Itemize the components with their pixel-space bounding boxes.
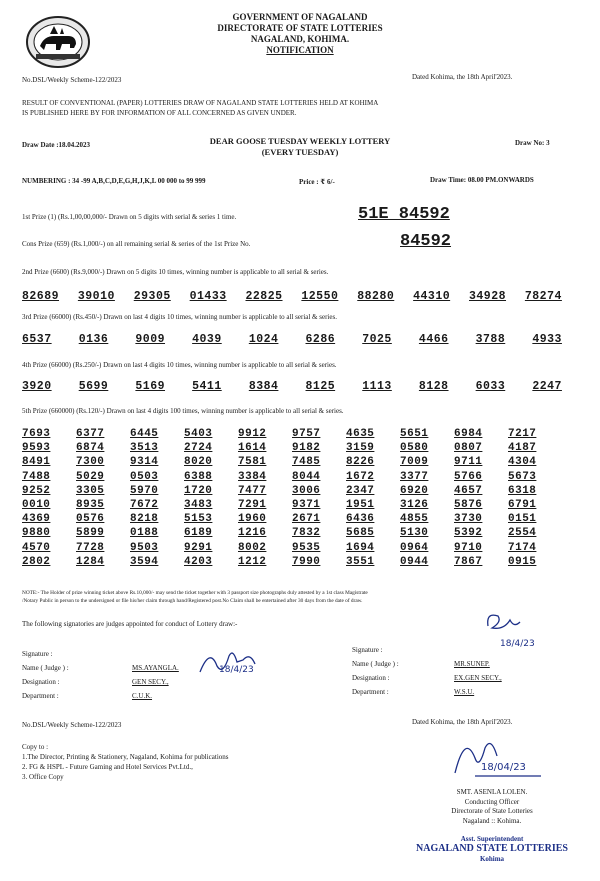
prize-number: 88280 bbox=[357, 290, 395, 303]
prize-number: 7693 bbox=[22, 428, 51, 440]
cons-prize-label: Cons Prize (659) (Rs.1,000/-) on all remaining serial & series of the 1st Prize No. bbox=[22, 240, 251, 248]
prize-number: 6318 bbox=[508, 484, 537, 497]
prize-number: 1216 bbox=[238, 527, 267, 540]
prize-number: 8002 bbox=[238, 541, 267, 554]
prize-number: 5970 bbox=[130, 484, 159, 497]
prize-number: 1212 bbox=[238, 555, 267, 568]
prize-number: 7990 bbox=[292, 555, 321, 568]
prize-number: 9182 bbox=[292, 442, 321, 455]
prize-number: 6984 bbox=[454, 428, 483, 440]
third-prize-label: 3rd Prize (66000) (Rs.450/-) Drawn on last 4 digits 10 times, winning number is applicable to all serial & series. bbox=[22, 313, 337, 321]
header-notification: NOTIFICATION bbox=[266, 45, 334, 55]
prize-number: 6874 bbox=[76, 442, 105, 455]
prize-number: 8125 bbox=[305, 380, 336, 393]
prize-number: 1024 bbox=[248, 333, 279, 346]
signature-label: Signature : bbox=[22, 650, 53, 658]
designation-label: Designation : bbox=[352, 674, 390, 682]
prize-number: 7672 bbox=[130, 498, 159, 511]
lottery-name: DEAR GOOSE TUESDAY WEEKLY LOTTERY bbox=[209, 136, 391, 146]
fourth-prize-numbers bbox=[22, 380, 562, 393]
prize-number: 3006 bbox=[292, 484, 321, 497]
draw-date: Draw Date :18.04.2023 bbox=[22, 141, 91, 149]
prize-number: 5169 bbox=[135, 380, 166, 393]
officer-title: Conducting Officer bbox=[464, 797, 520, 806]
name-label: Name ( Judge ) : bbox=[352, 660, 399, 668]
prize-number: 82689 bbox=[22, 290, 60, 303]
dated-line: Dated Kohima, the 18th April'2023. bbox=[412, 73, 513, 81]
stamp-line-2: NAGALAND STATE LOTTERIES bbox=[416, 843, 568, 854]
prize-number: 9711 bbox=[454, 456, 483, 469]
prize-number: 5392 bbox=[454, 527, 483, 540]
prize-number: 9710 bbox=[454, 541, 483, 554]
first-prize-label: 1st Prize (1) (Rs.1,00,00,000/- Drawn on 5 digits with serial & series 1 time. bbox=[22, 213, 237, 221]
prize-number: 34928 bbox=[469, 290, 507, 303]
judges-intro: The following signatories are judges appointed for conduct of Lottery draw:- bbox=[22, 620, 238, 628]
prize-number: 44310 bbox=[413, 290, 451, 303]
prize-number: 8020 bbox=[184, 456, 213, 469]
prize-number: 6388 bbox=[184, 470, 213, 483]
prize-number: 4570 bbox=[22, 541, 51, 554]
prize-number: 1694 bbox=[346, 541, 375, 554]
lottery-frequency: (EVERY TUESDAY) bbox=[261, 147, 339, 157]
dated-line-2: Dated Kohima, the 18th April'2023. bbox=[412, 718, 513, 726]
prize-number: 7217 bbox=[508, 428, 537, 440]
copy-to-block bbox=[22, 742, 229, 782]
prize-number: 3483 bbox=[184, 498, 213, 511]
prize-number: 1672 bbox=[346, 470, 375, 483]
judge-left-department: C.U.K. bbox=[132, 692, 153, 700]
prize-number: 12550 bbox=[301, 290, 339, 303]
prize-number: 9535 bbox=[292, 541, 321, 554]
prize-number: 4466 bbox=[418, 333, 449, 346]
first-prize-number: 51E 84592 bbox=[358, 205, 450, 224]
prize-number: 4187 bbox=[508, 442, 537, 455]
prize-number: 5029 bbox=[76, 470, 105, 483]
header-directorate: DIRECTORATE OF STATE LOTTERIES bbox=[217, 23, 383, 33]
reference-number-2: No.DSL/Weekly Scheme-122/2023 bbox=[22, 721, 122, 729]
prize-number: 5153 bbox=[184, 513, 213, 526]
judge-left-table bbox=[22, 644, 179, 700]
prize-number: 5130 bbox=[400, 527, 429, 540]
prize-number: 4635 bbox=[346, 428, 375, 440]
prize-number: 7485 bbox=[292, 456, 321, 469]
prize-number: 6791 bbox=[508, 498, 537, 511]
prize-number: 1960 bbox=[238, 513, 267, 526]
fifth-prize-label: 5th Prize (660000) (Rs.120/-) Drawn on last 4 digits 100 times, winning number is applicable to all serial & series. bbox=[22, 407, 344, 415]
prize-number: 6537 bbox=[22, 333, 52, 346]
prize-number: 7009 bbox=[400, 456, 429, 469]
prize-number: 4304 bbox=[508, 456, 537, 469]
prize-number: 7174 bbox=[508, 541, 537, 554]
prize-number: 5651 bbox=[400, 428, 429, 440]
signature-label: Signature : bbox=[352, 646, 383, 654]
judge-right-signature-date: 18/4/23 bbox=[500, 639, 535, 649]
stamp-line-1: Asst. Superintendent bbox=[460, 835, 524, 843]
numbering-range: NUMBERING : 34 -99 A,B,C,D,E,G,H,J,K,L 00 000 to 99 999 bbox=[22, 177, 206, 185]
intro-line-1: RESULT OF CONVENTIONAL (PAPER) LOTTERIES DRAW OF NAGALAND STATE LOTTERIES HELD AT KOHIMA bbox=[22, 99, 379, 107]
prize-number: 0580 bbox=[400, 442, 429, 455]
header-place: NAGALAND, KOHIMA. bbox=[250, 34, 350, 44]
prize-number: 6286 bbox=[305, 333, 336, 346]
prize-number: 8384 bbox=[248, 380, 279, 393]
fourth-prize-label: 4th Prize (66000) (Rs.250/-) Drawn on last 4 digits 10 times, winning number is applicable to all serial & series. bbox=[22, 361, 337, 369]
prize-number: 2554 bbox=[508, 527, 537, 540]
name-label: Name ( Judge ) : bbox=[22, 664, 69, 672]
officer-signature bbox=[445, 728, 555, 790]
prize-number: 0151 bbox=[508, 513, 537, 526]
prize-number: 2247 bbox=[532, 380, 562, 393]
prize-number: 2347 bbox=[346, 484, 375, 497]
prize-number: 6033 bbox=[475, 380, 506, 393]
prize-number: 7025 bbox=[362, 333, 392, 346]
prize-number: 8491 bbox=[22, 456, 51, 469]
lottery-title-block bbox=[190, 136, 410, 158]
prize-number: 6189 bbox=[184, 527, 213, 540]
prize-number: 3377 bbox=[400, 470, 429, 483]
prize-number: 7477 bbox=[238, 484, 267, 497]
prize-number: 4369 bbox=[22, 513, 51, 526]
prize-number: 3551 bbox=[346, 555, 375, 568]
copy-item-3: 3. Office Copy bbox=[22, 773, 64, 781]
prize-number: 3788 bbox=[475, 333, 506, 346]
prize-number: 3384 bbox=[238, 470, 267, 483]
judge-left-name: MS.AYANGLA. bbox=[132, 664, 179, 672]
judge-right-designation: EX.GEN SECY., bbox=[454, 674, 502, 682]
prize-number: 3920 bbox=[22, 380, 52, 393]
copy-item-2: 2. FG & HSPL - Future Gaming and Hotel Services Pvt.Ltd., bbox=[22, 763, 193, 771]
prize-number: 7867 bbox=[454, 555, 483, 568]
note-line-1: NOTE:- The Holder of prize winning ticket above Rs.10,000/- may send the ticket together with 3 passport size photographs duly attested by a 1st class Magistrate bbox=[22, 590, 368, 596]
prize-number: 2724 bbox=[184, 442, 213, 455]
prize-number: 1720 bbox=[184, 484, 213, 497]
prize-number: 9757 bbox=[292, 428, 321, 440]
prize-number: 3159 bbox=[346, 442, 375, 455]
prize-number: 9252 bbox=[22, 484, 51, 497]
prize-number: 5673 bbox=[508, 470, 537, 483]
prize-number: 3730 bbox=[454, 513, 483, 526]
prize-number: 1284 bbox=[76, 555, 105, 568]
judge-right-department: W.S.U. bbox=[454, 688, 475, 696]
prize-number: 0010 bbox=[22, 498, 51, 511]
prize-number: 8128 bbox=[418, 380, 449, 393]
designation-label: Designation : bbox=[22, 678, 60, 686]
copy-item-1: 1.The Director, Printing & Stationery, Nagaland, Kohima for publications bbox=[22, 753, 229, 761]
prize-number: 0188 bbox=[130, 527, 159, 540]
prize-number: 8935 bbox=[76, 498, 105, 511]
prize-number: 0964 bbox=[400, 541, 429, 554]
prize-number: 9009 bbox=[135, 333, 166, 346]
prize-number: 2671 bbox=[292, 513, 321, 526]
department-label: Department : bbox=[352, 688, 389, 696]
intro-line-2: IS PUBLISHED HERE BY FOR INFORMATION OF ALL CONCERNED AS GIVEN UNDER. bbox=[22, 109, 297, 117]
prize-number: 4933 bbox=[532, 333, 562, 346]
judge-right-signature bbox=[480, 608, 560, 650]
cons-prize-number: 84592 bbox=[400, 232, 452, 251]
prize-number: 9371 bbox=[292, 498, 321, 511]
prize-number: 5403 bbox=[184, 428, 213, 440]
prize-number: 0944 bbox=[400, 555, 429, 568]
judge-right-name: MR.SUNEP. bbox=[454, 660, 490, 668]
prize-number: 1614 bbox=[238, 442, 267, 455]
document-header bbox=[170, 12, 430, 56]
prize-number: 1113 bbox=[362, 380, 392, 393]
prize-number: 6920 bbox=[400, 484, 429, 497]
prize-number: 22825 bbox=[245, 290, 283, 303]
prize-number: 6377 bbox=[76, 428, 105, 440]
draw-time: Draw Time: 08.00 PM.ONWARDS bbox=[430, 176, 534, 184]
officer-signature-date: 18/04/23 bbox=[481, 762, 526, 773]
prize-number: 8226 bbox=[346, 456, 375, 469]
official-stamp bbox=[402, 834, 582, 864]
prize-number: 29305 bbox=[133, 290, 171, 303]
prize-number: 6445 bbox=[130, 428, 159, 440]
prize-number: 5766 bbox=[454, 470, 483, 483]
judge-left-signature bbox=[195, 642, 270, 682]
judge-left-signature-date: 18/4/23 bbox=[219, 665, 254, 675]
prize-number: 0915 bbox=[508, 555, 537, 568]
prize-number: 9291 bbox=[184, 541, 213, 554]
prize-number: 5411 bbox=[192, 380, 222, 393]
note-block bbox=[22, 589, 368, 605]
officer-name: SMT. ASENLA LOLEN. bbox=[456, 788, 528, 796]
prize-number: 3513 bbox=[130, 442, 159, 455]
prize-number: 9593 bbox=[22, 442, 51, 455]
prize-number: 78274 bbox=[524, 290, 562, 303]
prize-number: 5685 bbox=[346, 527, 375, 540]
prize-number: 0136 bbox=[78, 333, 109, 346]
prize-number: 8218 bbox=[130, 513, 159, 526]
officer-place: Nagaland :: Kohima. bbox=[462, 816, 522, 825]
draw-number: Draw No: 3 bbox=[515, 139, 550, 147]
prize-number: 7728 bbox=[76, 541, 105, 554]
prize-number: 0503 bbox=[130, 470, 159, 483]
prize-number: 9503 bbox=[130, 541, 159, 554]
department-label: Department : bbox=[22, 692, 59, 700]
state-emblem-logo bbox=[24, 14, 92, 70]
prize-number: 9912 bbox=[238, 428, 267, 440]
prize-number: 39010 bbox=[77, 290, 115, 303]
prize-number: 8044 bbox=[292, 470, 321, 483]
judge-left-designation: GEN SECY., bbox=[132, 678, 169, 686]
prize-number: 5876 bbox=[454, 498, 483, 511]
header-govt: GOVERNMENT OF NAGALAND bbox=[232, 12, 368, 22]
prize-number: 5699 bbox=[78, 380, 109, 393]
prize-number: 9314 bbox=[130, 456, 159, 469]
prize-number: 1951 bbox=[346, 498, 375, 511]
prize-number: 3126 bbox=[400, 498, 429, 511]
prize-number: 0576 bbox=[76, 513, 105, 526]
prize-number: 3305 bbox=[76, 484, 105, 497]
prize-number: 7488 bbox=[22, 470, 51, 483]
prize-number: 4657 bbox=[454, 484, 483, 497]
prize-number: 7832 bbox=[292, 527, 321, 540]
third-prize-numbers bbox=[22, 333, 562, 346]
ticket-price: Price : ₹ 6/- bbox=[299, 178, 335, 186]
reference-number: No.DSL/Weekly Scheme-122/2023 bbox=[22, 76, 122, 84]
copy-to-label: Copy to : bbox=[22, 743, 49, 751]
prize-number: 7581 bbox=[238, 456, 267, 469]
prize-number: 4203 bbox=[184, 555, 213, 568]
prize-number: 4039 bbox=[192, 333, 222, 346]
prize-number: 7291 bbox=[238, 498, 267, 511]
prize-number: 01433 bbox=[189, 290, 227, 303]
prize-number: 6436 bbox=[346, 513, 375, 526]
prize-number: 5899 bbox=[76, 527, 105, 540]
prize-number: 2802 bbox=[22, 555, 51, 568]
prize-number: 0807 bbox=[454, 442, 483, 455]
prize-number: 4855 bbox=[400, 513, 429, 526]
second-prize-label: 2nd Prize (6600) (Rs.9,000/-) Drawn on 5 digits 10 times, winning number is applicable to all serial & series. bbox=[22, 268, 329, 276]
second-prize-numbers bbox=[22, 290, 562, 303]
fifth-prize-grid bbox=[22, 428, 562, 568]
prize-number: 3594 bbox=[130, 555, 159, 568]
note-line-2: /Notary Public in person to the undersigned or file his/her claim through hand/Registered post.No Claim shall be entertained after 30 days from the date of draw. bbox=[22, 598, 363, 604]
prize-number: 9880 bbox=[22, 527, 51, 540]
prize-number: 7300 bbox=[76, 456, 105, 469]
stamp-line-3: Kohima bbox=[479, 855, 505, 863]
officer-directorate: Directorate of State Lotteries bbox=[451, 807, 533, 815]
officer-block bbox=[432, 788, 552, 826]
